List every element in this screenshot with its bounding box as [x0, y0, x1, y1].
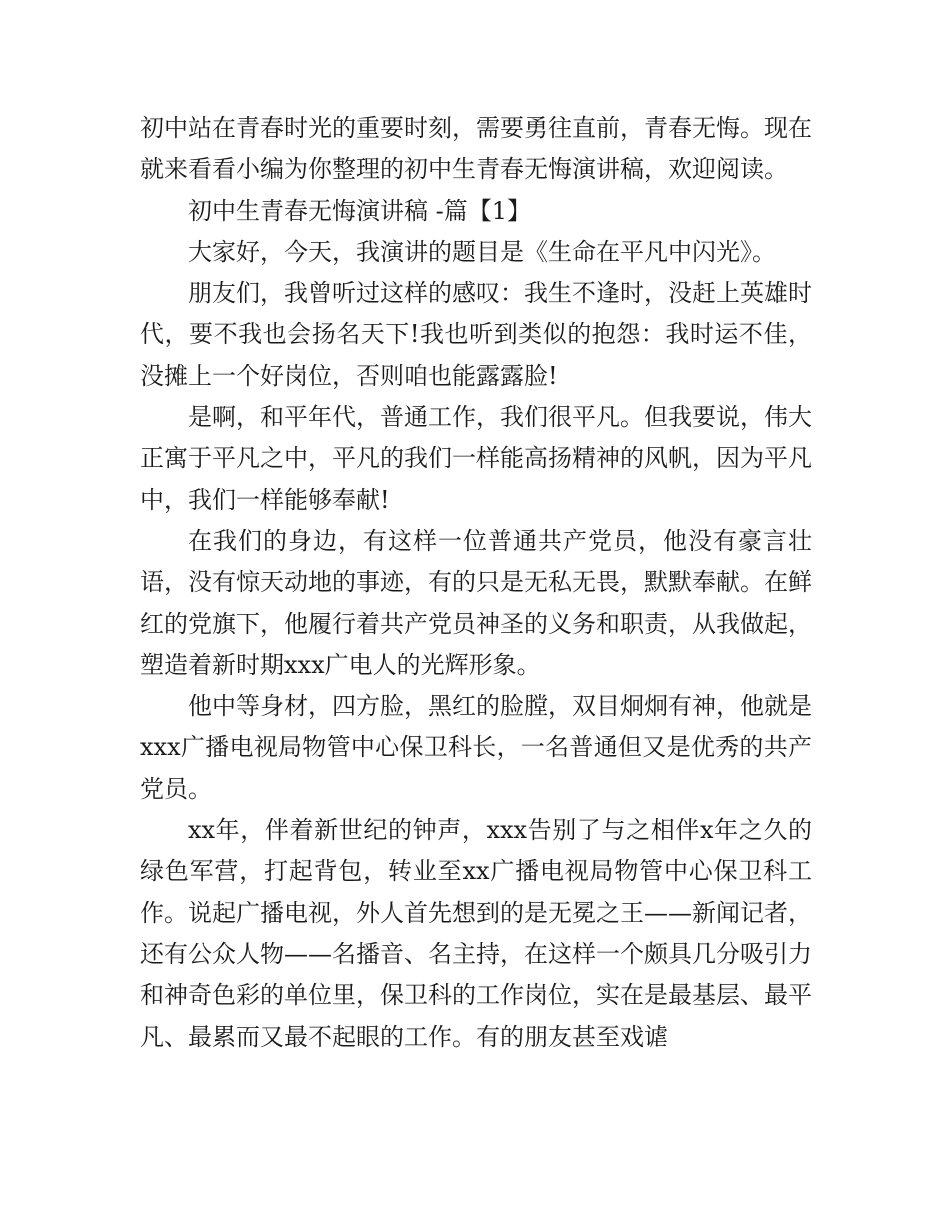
body-paragraph: 他中等身材，四方脸，黑红的脸膛，双目炯炯有神，他就是xxx广播电视局物管中心保卫科长，一名普通但又是优秀的共产党员。: [140, 692, 812, 803]
body-paragraph: 是啊，和平年代，普通工作，我们很平凡。但我要说，伟大正寓于平凡之中，平凡的我们一样能高扬精神的风帆，因为平凡中，我们一样能够奉献!: [140, 403, 812, 514]
body-paragraph: 朋友们，我曾听过这样的感叹：我生不逢时，没赶上英雄时代，要不我也会扬名天下!我也听到类似的抱怨：我时运不佳，没摊上一个好岗位，否则咱也能露露脸!: [140, 279, 812, 390]
body-paragraph: 大家好，今天，我演讲的题目是《生命在平凡中闪光》。: [188, 237, 776, 266]
section-heading: 初中生青春无悔演讲稿 -篇【1】: [188, 196, 532, 225]
body-paragraph: xx年，伴着新世纪的钟声，xxx告别了与之相伴x年之久的绿色军营，打起背包，转业至xx广播电视局物管中心保卫科工作。说起广播电视，外人首先想到的是无冕之王——新闻记者，还有公众人物——名播音、名主持，在这样一个颇具几分吸引力和神奇色彩的单位里，保卫科的工作岗位，实在是最基层、最平凡、最累而又最不起眼的工作。有的朋友甚至戏谑: [140, 816, 812, 1051]
body-paragraph: 在我们的身边，有这样一位普通共产党员，他没有豪言壮语，没有惊天动地的事迹，有的只是无私无畏，默默奉献。在鲜红的党旗下，他履行着共产党员神圣的义务和职责，从我做起，塑造着新时期xxx广电人的光辉形象。: [140, 526, 812, 679]
intro-paragraph: 初中站在青春时光的重要时刻，需要勇往直前，青春无悔。现在就来看看小编为你整理的初中生青春无悔演讲稿，欢迎阅读。: [140, 114, 812, 184]
